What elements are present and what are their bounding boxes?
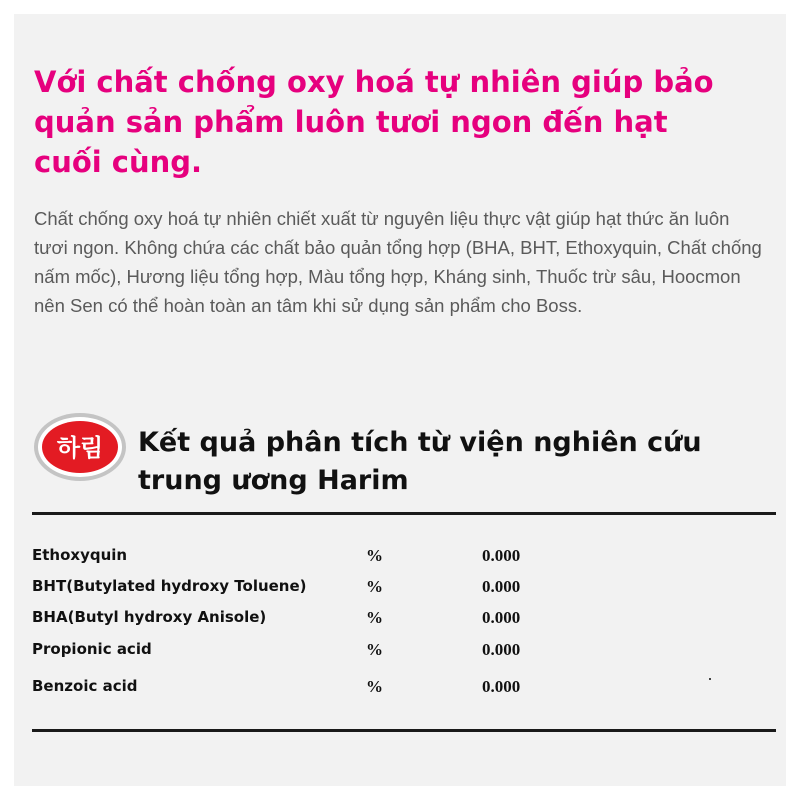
row-value: 0.000 (482, 577, 521, 596)
row-value: 0.000 (482, 677, 521, 696)
row-value: 0.000 (482, 608, 521, 627)
row-unit: % (366, 640, 383, 659)
speck-dot (709, 678, 711, 680)
row-unit: % (366, 608, 383, 627)
row-name: Propionic acid (32, 640, 152, 658)
row-value: 0.000 (482, 640, 521, 659)
description-text: Chất chống oxy hoá tự nhiên chiết xuất từ nguyên liệu thực vật giúp hạt thức ăn luôn tươi ngon. Không chứa các chất bảo quản tổng hợp (BHA, BHT, Ethoxyquin, Chất chống nấm mốc), Hương liệu tổng hợp, Màu tổng hợp, Kháng sinh, Thuốc trừ sâu, Hoocmon nên Sen có thể hoàn toàn an tâm khi sử dụng sản phẩm cho Boss. (34, 208, 762, 316)
row-unit: % (366, 677, 383, 696)
headline: Với chất chống oxy hoá tự nhiên giúp bảo quản sản phẩm luôn tươi ngon đến hạt cuối cùng. (34, 65, 714, 179)
section-title: Kết quả phân tích từ viện nghiên cứu trung ương Harim (138, 427, 702, 496)
logo-text: 하림 (56, 434, 104, 462)
row-unit: % (366, 546, 383, 565)
content-card (14, 14, 786, 786)
table-top-rule (32, 512, 776, 515)
harim-logo (32, 410, 128, 484)
row-unit: % (366, 577, 383, 596)
row-name: Ethoxyquin (32, 546, 128, 564)
row-name: BHT(Butylated hydroxy Toluene) (32, 577, 307, 595)
row-value: 0.000 (482, 546, 521, 565)
table-bottom-rule (32, 729, 776, 732)
row-name: Benzoic acid (32, 677, 138, 695)
row-name: BHA(Butyl hydroxy Anisole) (32, 608, 267, 626)
